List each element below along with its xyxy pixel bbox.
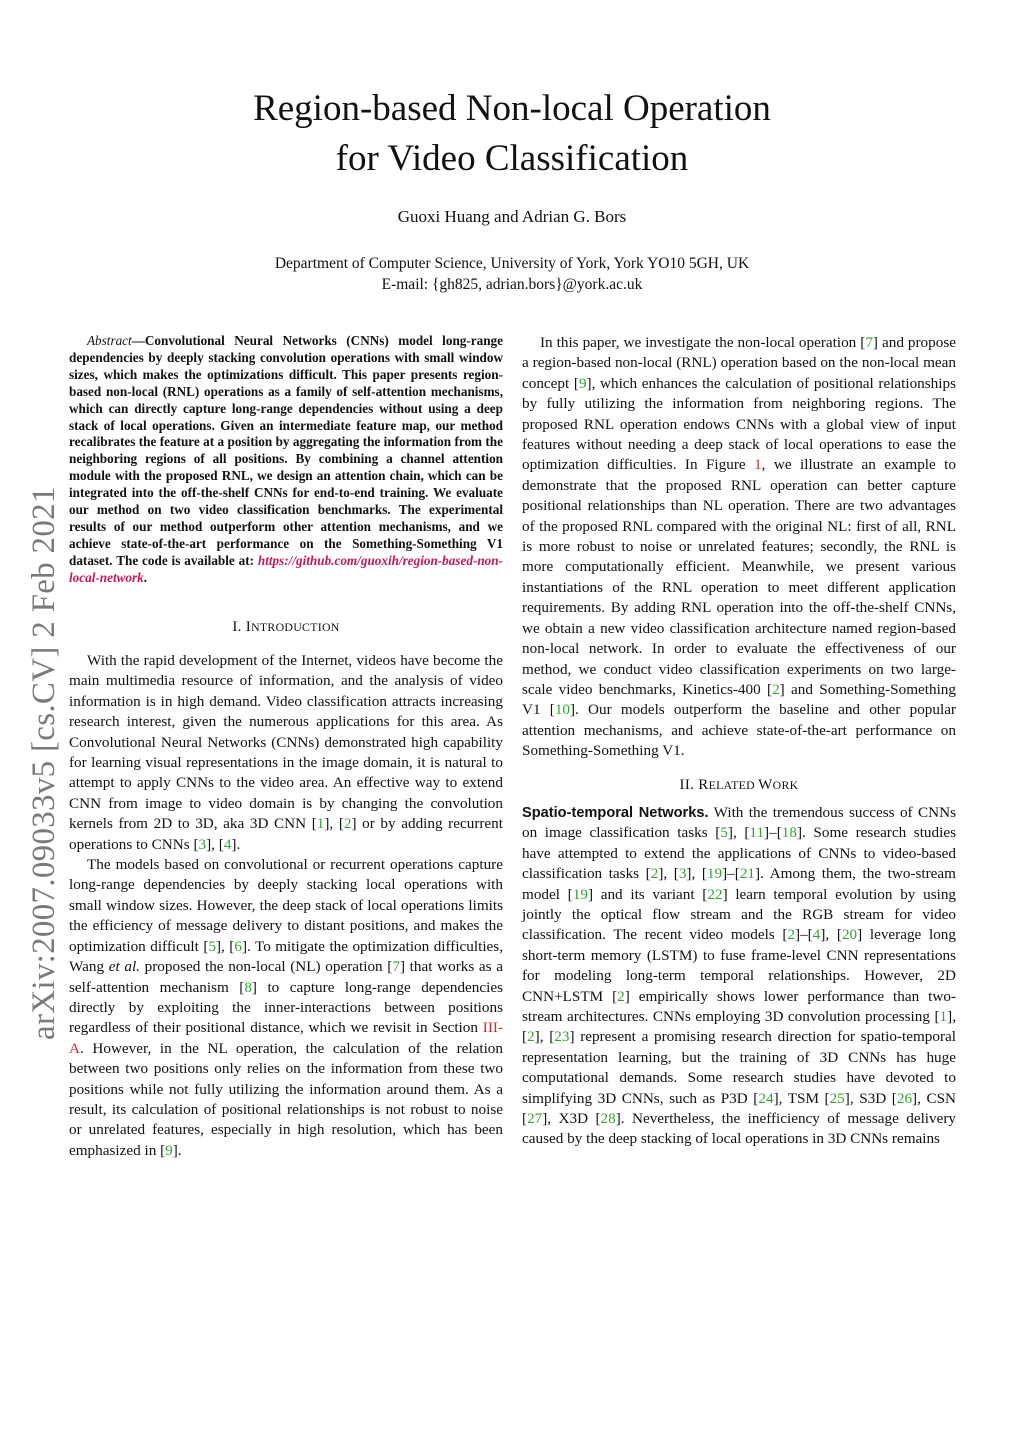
text-segment: ] and its variant [ (587, 885, 708, 903)
text-segment: ] leverage long short-term memory (LSTM) to fuse frame-level CNN representations for modeling long-term temporal relationships. However, 2D CNN+LSTM [ (522, 926, 956, 1005)
text-segment: . However, in the NL operation, the calculation of the relation between two positions only relies on the information from these two positions while not fully utilizing the information around them. As a result, its calculation of positional relationships is not robust to noise or unrelated features, especially in high resolution, which has been emphasized in [ (69, 1039, 503, 1159)
text-segment: ]. Our models outperform the baseline and other popular attention mechanisms, and achieve state-of-the-art performance on Something-Something V1. (522, 701, 956, 760)
citation-link[interactable]: 24 (758, 1089, 774, 1107)
text-segment: ], [ (206, 835, 224, 853)
abstract (69, 333, 503, 587)
text-segment: ], S3D [ (844, 1089, 897, 1107)
citation-link[interactable]: 4 (223, 835, 232, 853)
text-segment: ]. To mitigate the optimization difficulties, Wang (69, 937, 504, 976)
text-segment: ], which enhances the calculation of positional relationships by fully utilizing the information from neighboring regions. The proposed RNL operation endows CNNs with a global view of input features without needing a deep stack of local operations to ease the optimization difficulties. In Figure (522, 374, 957, 474)
citation-link[interactable]: 1 (316, 815, 325, 833)
left-column (69, 333, 503, 1161)
section-heading-related-work: II. RELATED WORK (679, 776, 799, 793)
text-segment: ] represent a promising research direction for spatio-temporal representation learning, but the training of 3D CNNs has huge computational demands. Some research studies have devoted to simplifying 3D CNNs, such as P3D [ (522, 1028, 956, 1107)
title-line-2: for Video Classification (335, 138, 689, 179)
text-segment: ], TSM [ (773, 1089, 830, 1107)
text-segment: ], [ (215, 937, 235, 955)
text-segment: ]–[ (795, 926, 813, 944)
text-segment: ], [ (727, 824, 750, 842)
text-segment: ] and propose a region-based non-local (RNL) operation based on the non-local mean concept [ (522, 334, 956, 392)
citation-link[interactable]: 25 (829, 1089, 845, 1107)
abstract-label: Abstract (87, 333, 132, 348)
citation-link[interactable]: 22 (707, 885, 723, 903)
text-segment: ]–[ (764, 824, 782, 842)
citation-link[interactable]: 3 (678, 865, 687, 883)
citation-link[interactable]: 2 (527, 1028, 535, 1046)
text-segment: ]. Among them, the two-stream model [ (522, 865, 956, 903)
affiliation-block (0, 253, 1024, 295)
text-segment: ]. (231, 835, 241, 853)
text-segment: ], [ (820, 926, 842, 944)
text-segment: , we illustrate an example to demonstrate that the proposed RNL operation can better capture positional relationships than NL operation. There are two advantages of the proposed RNL compared with the original NL: first of all, RNL is more robust to noise or unrelated features; secondly, the RNL is more computationally efficient. Meanwhile, we present various instantiations of the RNL operation to meet different application requirements. By adding RNL operation into the off-the-shelf CNNs, we obtain a new video classification architecture named region-based non-local network. In order to evaluate the effectiveness of our method, we conduct video classification experiments on two large-scale video benchmarks, Kinetics-400 [ (522, 456, 956, 698)
authors: Guoxi Huang and Adrian G. Bors (397, 207, 627, 226)
citation-link[interactable]: 28 (600, 1110, 616, 1128)
cross-reference-link[interactable]: 1 (754, 456, 762, 474)
citation-link[interactable]: 4 (812, 926, 821, 944)
text-segment: ], [ (534, 1028, 555, 1046)
text-segment: proposed the non-local (NL) operation [ (139, 958, 393, 976)
citation-link[interactable]: 21 (739, 865, 756, 883)
citation-link[interactable]: 5 (208, 937, 216, 955)
run-in-heading: Spatio-temporal Networks. (522, 804, 709, 821)
abstract-text: —Convolutional Neural Networks (CNNs) model long-range dependencies by deeply stacking convolution operations with small window sizes, which makes the optimizations difficult. This paper presents region-based non-local (RNL) operations as a family of self-attention mechanisms, which can directly capture long-range dependencies without using a deep stack of local operations. Given an intermediate feature map, our method recalibrates the feature at a position by aggregating the information from the neighboring regions of all positions. By combining a channel attention module with the proposed RNL, we design an attention chain, which can be integrated into the off-the-shelf CNNs for end-to-end training. We evaluate our method on two video classification benchmarks. The experimental results of our method outperform other attention mechanisms, and we achieve state-of-the-art performance on the Something-Something V1 dataset. The code is available at: (69, 333, 503, 568)
code-link[interactable]: https://github.com/guoxih/region-based-non-local-network (69, 552, 503, 585)
citation-link[interactable]: 23 (554, 1028, 570, 1046)
text-segment: The models based on convolutional or recurrent operations capture long-range dependencies by deeply stacking local operations with small window sizes. However, the deep stack of local operations limits the efficiency of message delivery to distant positions, and makes the optimization difficult [ (69, 856, 503, 955)
citation-link[interactable]: 3 (198, 835, 207, 853)
citation-link[interactable]: 1 (939, 1008, 948, 1025)
citation-link[interactable]: 9 (578, 374, 587, 392)
affiliation: Department of Computer Science, University of York, York YO10 5GH, UK (274, 255, 750, 272)
citation-link[interactable]: 26 (896, 1089, 913, 1107)
citation-link[interactable]: 9 (165, 1141, 173, 1159)
italic-text: et al. (108, 958, 140, 976)
text-segment: ] and Something-Something V1 [ (522, 680, 956, 719)
citation-link[interactable]: 2 (343, 815, 352, 833)
cross-reference-link[interactable]: III-A (69, 1019, 503, 1057)
text-segment: ], X3D [ (542, 1110, 601, 1128)
text-segment: ], [ (522, 1008, 956, 1046)
text-segment: With the rapid development of the Internet, videos have become the main multimedia resource of information, and the analysis of video information is in high demand. Video classification attracts increasing research interest, given the numerous applications for this area. As Convolutional Neural Networks (CNNs) demonstrated high capability for learning visual representations in the image domain, it is natural to attempt to apply CNNs to the video area. An effective way to extend CNN from image to video domain is by changing the convolution kernels from 2D to 3D, aka 3D CNN [ (69, 652, 503, 833)
title-line-1: Region-based Non-local Operation (253, 88, 771, 129)
intro-paragraph-1 (69, 651, 503, 855)
arxiv-identifier: arXiv:2007.09033v5 [cs.CV] 2 Feb 2021 (26, 486, 62, 1040)
text-segment: In this paper, we investigate the non-local operation [ (540, 334, 866, 351)
text-segment: ] that works as a self-attention mechanism [ (69, 958, 503, 996)
citation-link[interactable]: 5 (720, 824, 728, 842)
citation-link[interactable]: 7 (392, 958, 400, 976)
email: E-mail: {gh825, adrian.bors}@york.ac.uk (381, 276, 643, 293)
citation-link[interactable]: 20 (841, 926, 858, 944)
text-segment: ], [ (658, 865, 679, 883)
intro-paragraph-3 (522, 333, 956, 762)
text-segment: ] empirically shows lower performance than two-stream architectures. CNNs employing 3D convolution processing [ (522, 987, 956, 1025)
citation-link[interactable]: 2 (617, 987, 625, 1005)
citation-link[interactable]: 8 (244, 978, 252, 996)
text-segment: ]–[ (722, 865, 740, 883)
text-segment: ]. Some research studies have attempted to extend the applications of CNNs to video-based classification tasks [ (522, 824, 956, 883)
related-work-paragraph-1 (522, 803, 956, 1150)
abstract-end: . (143, 569, 148, 585)
citation-link[interactable]: 19 (572, 885, 588, 903)
section-heading-introduction: I. INTRODUCTION (232, 618, 340, 635)
intro-paragraph-2 (69, 855, 503, 1161)
right-column (522, 333, 956, 1150)
text-segment: ]. (172, 1141, 182, 1159)
citation-link[interactable]: 10 (554, 701, 570, 719)
text-segment: ], CSN [ (522, 1089, 957, 1128)
citation-link[interactable]: 2 (772, 680, 780, 698)
text-segment: ] or by adding recurrent operations to CNNs [ (69, 815, 503, 853)
citation-link[interactable]: 6 (234, 937, 242, 955)
citation-link[interactable]: 27 (527, 1110, 543, 1128)
paper-title (0, 84, 1024, 184)
citation-link[interactable]: 19 (706, 865, 723, 883)
text-segment: ], [ (324, 815, 344, 833)
citation-link[interactable]: 2 (650, 865, 659, 883)
text-segment: ], [ (686, 865, 707, 883)
text-segment: ] learn temporal evolution by using jointly the optical flow stream and the RGB stream for video classification. The recent video models [ (522, 885, 957, 944)
text-segment: With the tremendous success of CNNs on image classification tasks [ (522, 803, 956, 842)
citation-link[interactable]: 11 (749, 824, 765, 842)
citation-link[interactable]: 2 (787, 926, 796, 944)
text-segment: ] to capture long-range dependencies directly by exploiting the inner-interactions between positions regardless of their positional distance, which we revisit in Section (69, 978, 503, 1037)
citation-link[interactable]: 7 (865, 334, 873, 351)
text-segment: ]. Nevertheless, the inefficiency of message delivery caused by the deep stacking of local operations in 3D CNNs remains (522, 1110, 957, 1148)
citation-link[interactable]: 18 (781, 824, 797, 842)
